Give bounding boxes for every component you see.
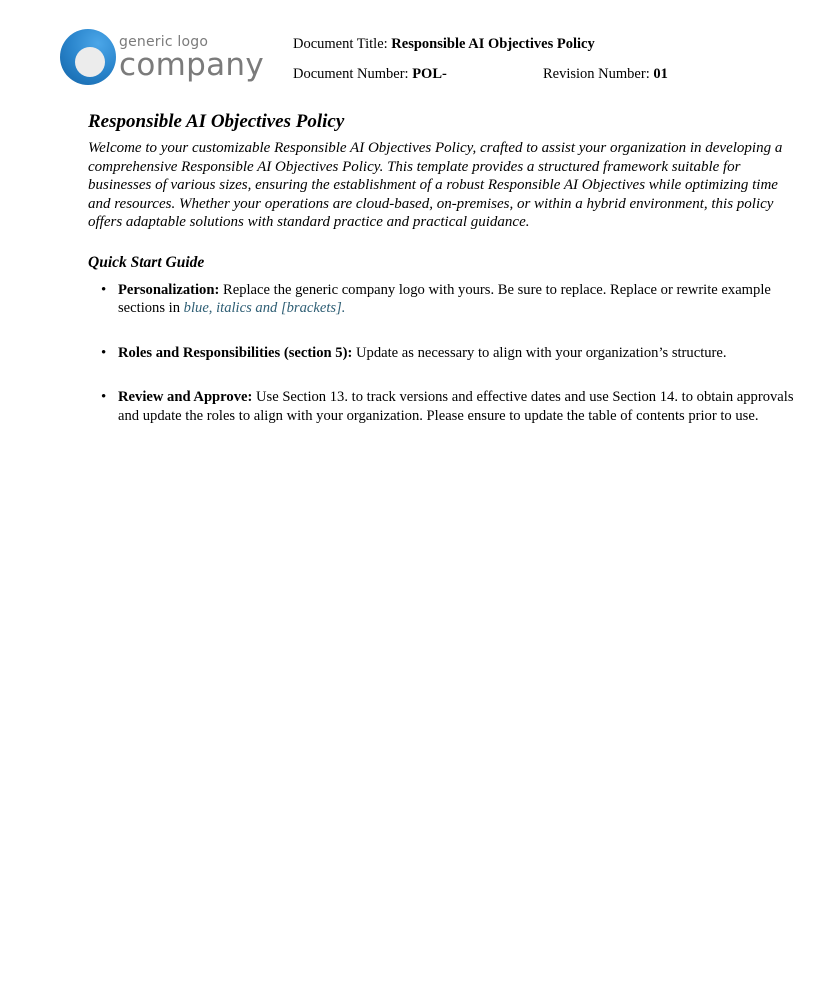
list-item-roles-responsibilities — [88, 344, 804, 363]
logo-circle-icon — [60, 29, 116, 85]
document-number-label: Document Number: — [293, 66, 413, 82]
bullet-text: Update as necessary to align with your organization’s structure. — [352, 344, 727, 361]
logo-company-text: company — [119, 47, 264, 83]
document-title-field — [293, 36, 595, 53]
list-item-review-approve — [88, 388, 804, 425]
list-item-personalization — [88, 281, 804, 318]
revision-number-label: Revision Number: — [543, 66, 654, 82]
logo-small-text: generic logo — [119, 34, 209, 50]
bullet-lead: Review and Approve: — [118, 389, 253, 406]
quick-start-bullet-list — [88, 281, 804, 426]
document-title-label: Document Title: — [293, 36, 392, 52]
company-logo — [60, 29, 264, 85]
bullet-lead: Personalization: — [118, 281, 220, 298]
document-number-value: POL- — [412, 66, 447, 82]
bullet-text: Use Section 13. to track versions and effective dates and use Section 14. to obtain approvals and update the roles to align with your organization. Please ensure to update the table of contents prior to use. — [118, 389, 794, 424]
quick-start-guide-heading: Quick Start Guide — [88, 253, 205, 271]
revision-number-value: 01 — [653, 66, 668, 82]
intro-paragraph: Welcome to your customizable Responsible AI Objectives Policy, crafted to assist your organization in developing a comprehensive Responsible AI Objectives Policy. This template provides a structured framework suitable for businesses of various sizes, ensuring the establishment of a robust Responsible AI Objectives while optimizing time and resources. Whether your operations are cloud-based, on-premises, or within a hybrid environment, this policy offers adaptable solutions with standard practice and practical guidance. — [88, 140, 783, 231]
document-body — [88, 111, 804, 451]
bullet-highlight: blue, italics and [brackets]. — [183, 300, 346, 317]
document-number-field — [293, 66, 447, 83]
bullet-lead: Roles and Responsibilities (section 5): — [118, 344, 353, 361]
revision-number-field — [543, 66, 668, 83]
document-title-value: Responsible AI Objectives Policy — [391, 36, 595, 52]
bullet-text: Replace the generic company logo with yours. Be sure to replace. Replace or rewrite example sections in — [118, 281, 771, 317]
logo-inner-circle-icon — [75, 47, 105, 77]
logo-text-block — [119, 29, 264, 83]
page-title: Responsible AI Objectives Policy — [88, 111, 345, 132]
